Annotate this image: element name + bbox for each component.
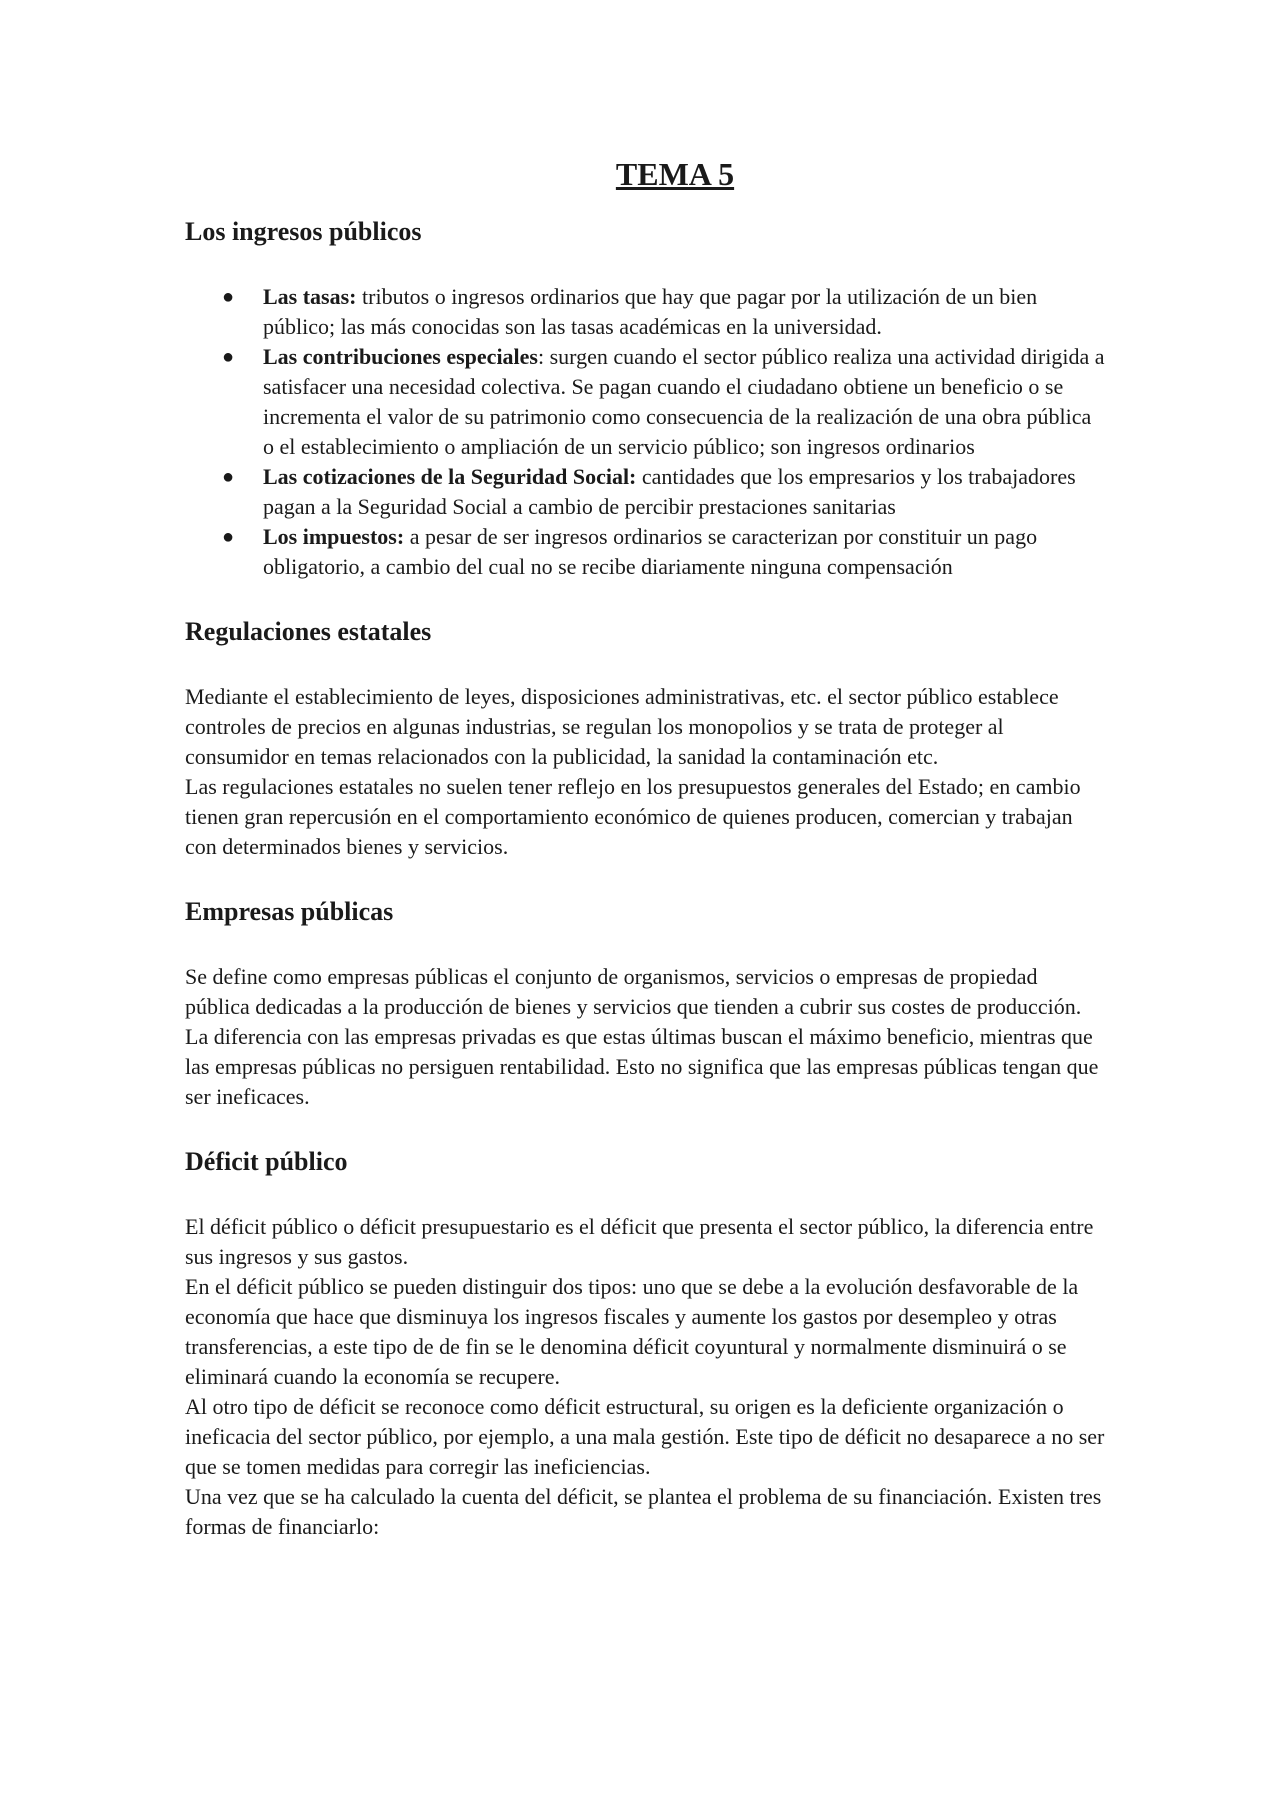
heading-ingresos: Los ingresos públicos	[185, 217, 422, 246]
deficit-body	[185, 1212, 1105, 1542]
list-item	[185, 462, 1105, 522]
paragraph: Se define como empresas públicas el conjunto de organismos, servicios o empresas de propiedad pública dedicadas a la producción de bienes y servicios que tienden a cubrir sus costes de producción. La diferencia con las empresas privadas es que estas últimas buscan el máximo beneficio, mientras que las empresas públicas no persiguen rentabilidad. Esto no significa que las empresas públicas tengan que ser ineficaces.	[185, 964, 1099, 1109]
item-term: Las cotizaciones de la Seguridad Social:	[263, 464, 637, 489]
empresas-body	[185, 962, 1105, 1112]
regulaciones-body	[185, 682, 1105, 862]
paragraph: Al otro tipo de déficit se reconoce como déficit estructural, su origen es la deficiente organización o ineficacia del sector público, por ejemplo, a una mala gestión. Este tipo de déficit no desaparece a no ser que se tomen medidas para corregir las ineficiencias.	[185, 1394, 1105, 1479]
item-text: a pesar de ser ingresos ordinarios se caracterizan por constituir un pago obligatorio, a cambio del cual no se recibe diariamente ninguna compensación	[263, 524, 1038, 579]
list-item	[185, 342, 1105, 462]
paragraph: Mediante el establecimiento de leyes, disposiciones administrativas, etc. el sector público establece controles de precios en algunas industrias, se regulan los monopolios y se trata de proteger al consumidor en temas relacionados con la publicidad, la sanidad la contaminación etc.	[185, 684, 1059, 769]
heading-regulaciones: Regulaciones estatales	[185, 617, 432, 646]
bullet-icon: ●	[222, 526, 235, 548]
bullet-icon: ●	[222, 286, 235, 308]
paragraph: Una vez que se ha calculado la cuenta del déficit, se plantea el problema de su financiación. Existen tres formas de financiarlo:	[185, 1484, 1102, 1539]
item-text: tributos o ingresos ordinarios que hay que pagar por la utilización de un bien público; las más conocidas son las tasas académicas en la universidad.	[263, 284, 1038, 339]
item-term: Las tasas:	[263, 284, 357, 309]
list-item	[185, 522, 1105, 582]
section-regulaciones	[185, 612, 1105, 862]
section-empresas	[185, 892, 1105, 1112]
item-text: cantidades que los empresarios y los trabajadores pagan a la Seguridad Social a cambio de percibir prestaciones sanitarias	[263, 464, 1076, 519]
paragraph: En el déficit público se pueden distinguir dos tipos: uno que se debe a la evolución desfavorable de la economía que hace que disminuya los ingresos fiscales y aumente los gastos por desempleo y otras transferencias, a este tipo de de fin se le denomina déficit coyuntural y normalmente disminuirá o se eliminará cuando la economía se recupere.	[185, 1274, 1079, 1389]
page-title: TEMA 5	[615, 156, 735, 192]
list-item	[185, 282, 1105, 342]
paragraph: Las regulaciones estatales no suelen tener reflejo en los presupuestos generales del Estado; en cambio tienen gran repercusión en el comportamiento económico de quienes producen, comercian y trabajan con determinados bienes y servicios.	[185, 774, 1081, 859]
bullet-icon: ●	[222, 466, 235, 488]
section-deficit	[185, 1142, 1105, 1542]
item-text: : surgen cuando el sector público realiza una actividad dirigida a satisfacer una necesidad colectiva. Se pagan cuando el ciudadano obtiene un beneficio o se incrementa el valor de su patrimonio como consecuencia de la realización de una obra pública o el establecimiento o ampliación de un servicio público; son ingresos ordinarios	[263, 344, 1105, 459]
heading-empresas: Empresas públicas	[185, 897, 394, 926]
document-page	[185, 150, 1105, 1542]
heading-deficit: Déficit público	[185, 1147, 348, 1176]
item-term: Las contribuciones especiales	[263, 344, 538, 369]
paragraph: El déficit público o déficit presupuestario es el déficit que presenta el sector público, la diferencia entre sus ingresos y sus gastos.	[185, 1214, 1094, 1269]
ingresos-list	[185, 282, 1105, 582]
bullet-icon: ●	[222, 346, 235, 368]
item-term: Los impuestos:	[263, 524, 405, 549]
